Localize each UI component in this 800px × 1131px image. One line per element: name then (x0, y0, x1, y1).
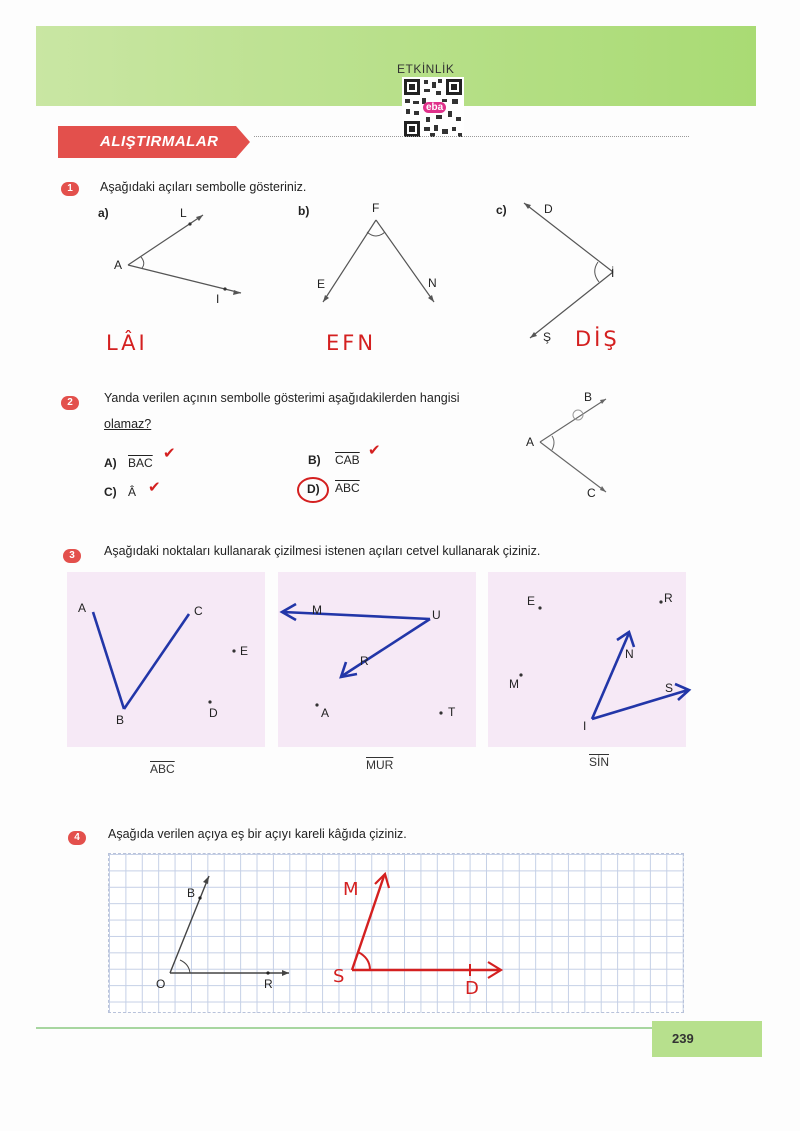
q1-part-b-tag: b) (298, 204, 310, 218)
q3-p3-point-m: M (509, 677, 519, 691)
question-3-prompt: Aşağıdaki noktaları kullanarak çizilmesi istenen açıları cetvel kullanarak çiziniz. (104, 544, 541, 558)
q2-option-a-value[interactable]: $\overline{BAC}$ (128, 456, 153, 470)
q3-p1-point-b: B (116, 713, 125, 727)
q1b-point-f: F (372, 201, 380, 215)
question-3-number: 3 (63, 549, 81, 563)
q3-p2-angle-label: $\overline{MUR}$ (366, 758, 394, 772)
q1b-point-e: E (317, 277, 326, 291)
q1c-point-i: İ (611, 266, 615, 280)
q3-p3-point-i: I (583, 719, 587, 733)
question-1-prompt: Aşağıdaki açıları sembolle gösteriniz. (100, 180, 307, 194)
q3-p1-point-c: C (194, 604, 203, 618)
q1b-point-n: N (428, 276, 437, 290)
q1b-handwritten-answer: EFN (326, 331, 377, 355)
q1c-point-d: D (544, 202, 553, 216)
q2-option-b-letter: B) (308, 453, 321, 467)
q2-option-b-checkmark: ✔ (368, 441, 381, 459)
q3-p2-point-u: U (432, 608, 441, 622)
q4-given-point-b: B (187, 886, 196, 900)
q3-p1-point-d: D (209, 706, 218, 720)
q4-given-point-o: O (156, 977, 166, 991)
q2-point-b: B (584, 390, 593, 404)
q4-drawn-point-m: M (343, 879, 362, 900)
q3-p2-point-r: R (360, 654, 369, 668)
question-4-prompt: Aşağıda verilen açıya eş bir açıyı kareli kâğıda çiziniz. (108, 827, 407, 841)
q2-option-a-checkmark: ✔ (163, 444, 176, 462)
q1a-point-a: A (114, 258, 123, 272)
activity-label: ETKİNLİK (397, 62, 455, 76)
page-number: 239 (652, 1021, 762, 1057)
q3-p1-point-a: A (78, 601, 87, 615)
q1-part-a-tag: a) (98, 206, 109, 220)
q1a-point-i: I (216, 292, 220, 306)
q2-option-b-value[interactable]: $\overline{CAB}$ (335, 453, 360, 467)
q1a-handwritten-answer: LÂI (106, 331, 148, 355)
q4-drawn-point-d: D (465, 978, 482, 999)
question-2-prompt-line-2: olamaz? (104, 417, 152, 431)
question-4-number: 4 (68, 831, 86, 845)
q3-p2-point-m: M (312, 603, 322, 617)
q3-p1-angle-label: $\overline{ABC}$ (150, 762, 175, 776)
q2-option-c-letter: C) (104, 485, 117, 499)
q3-p3-point-r: R (664, 591, 673, 605)
q2-option-c-value[interactable]: Â (128, 485, 137, 499)
q1a-point-l: L (180, 206, 187, 220)
question-2-prompt-line-1: Yanda verilen açının sembolle gösterimi aşağıdakilerden hangisi (104, 391, 460, 405)
eba-badge: eba (423, 102, 446, 113)
q2-option-c-checkmark: ✔ (148, 478, 161, 496)
q3-p1-point-e: E (240, 644, 249, 658)
q3-p3-point-s: S (665, 681, 674, 695)
question-2-number: 2 (61, 396, 79, 410)
q2-option-a-letter: A) (104, 456, 117, 470)
q3-p2-point-a: A (321, 706, 330, 720)
q3-p3-point-n: N (625, 647, 634, 661)
q3-p2-point-t: T (448, 705, 456, 719)
q2-point-c: C (587, 486, 596, 500)
section-title: ALIŞTIRMALAR (100, 133, 219, 150)
q1c-handwritten-answer: DİŞ (575, 327, 620, 351)
q1c-point-s: Ş (543, 330, 552, 344)
q3-p3-angle-label: $\overline{SİN}$ (589, 755, 610, 769)
q2-point-a: A (526, 435, 535, 449)
q2-option-d-letter: D) (307, 482, 320, 496)
q4-given-point-r: R (264, 977, 273, 991)
q3-p3-point-e: E (527, 594, 536, 608)
q2-option-d-value[interactable]: $\overline{ABC}$ (335, 481, 360, 495)
q1-part-c-tag: c) (496, 203, 507, 217)
question-1-number: 1 (61, 182, 79, 196)
q4-drawn-point-s: S (333, 966, 348, 987)
